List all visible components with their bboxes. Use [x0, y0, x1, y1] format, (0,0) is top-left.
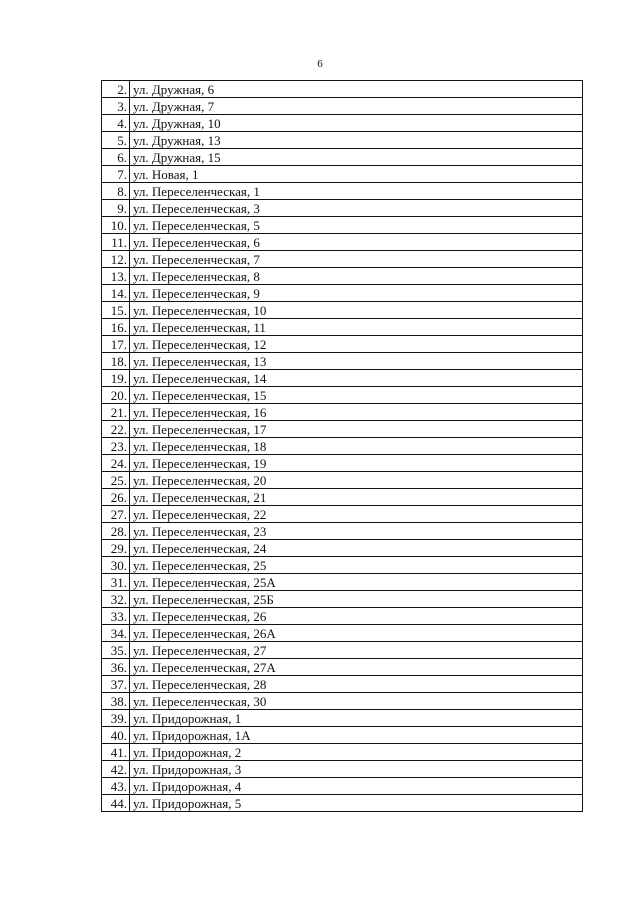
table-row: [102, 608, 583, 625]
table-row: [102, 285, 583, 302]
row-address: ул. Переселенческая, 13: [130, 353, 583, 370]
row-address: ул. Переселенческая, 21: [130, 489, 583, 506]
row-number: 9.: [102, 200, 130, 217]
row-address: ул. Переселенческая, 30: [130, 693, 583, 710]
row-number: 31.: [102, 574, 130, 591]
row-number: 35.: [102, 642, 130, 659]
row-address: ул. Переселенческая, 28: [130, 676, 583, 693]
row-number: 14.: [102, 285, 130, 302]
row-address: ул. Переселенческая, 16: [130, 404, 583, 421]
row-address: ул. Переселенческая, 11: [130, 319, 583, 336]
table-row: [102, 625, 583, 642]
row-address: ул. Переселенческая, 19: [130, 455, 583, 472]
table-row: [102, 523, 583, 540]
table-row: [102, 778, 583, 795]
row-number: 11.: [102, 234, 130, 251]
row-number: 10.: [102, 217, 130, 234]
table-row: [102, 302, 583, 319]
row-address: ул. Переселенческая, 23: [130, 523, 583, 540]
row-number: 21.: [102, 404, 130, 421]
table-row: [102, 455, 583, 472]
address-table: [101, 80, 583, 812]
table-row: [102, 591, 583, 608]
address-table-body: [102, 81, 583, 812]
row-address: ул. Придорожная, 2: [130, 744, 583, 761]
table-row: [102, 183, 583, 200]
table-row: [102, 319, 583, 336]
table-row: [102, 710, 583, 727]
row-number: 28.: [102, 523, 130, 540]
table-row: [102, 574, 583, 591]
table-row: [102, 115, 583, 132]
row-number: 13.: [102, 268, 130, 285]
row-address: ул. Переселенческая, 26: [130, 608, 583, 625]
row-address: ул. Переселенческая, 3: [130, 200, 583, 217]
row-address: ул. Переселенческая, 8: [130, 268, 583, 285]
row-address: ул. Переселенческая, 17: [130, 421, 583, 438]
row-address: ул. Переселенческая, 5: [130, 217, 583, 234]
row-address: ул. Переселенческая, 7: [130, 251, 583, 268]
row-number: 3.: [102, 98, 130, 115]
row-address: ул. Переселенческая, 1: [130, 183, 583, 200]
row-address: ул. Переселенческая, 10: [130, 302, 583, 319]
row-number: 12.: [102, 251, 130, 268]
row-address: ул. Переселенческая, 25: [130, 557, 583, 574]
row-number: 38.: [102, 693, 130, 710]
row-number: 33.: [102, 608, 130, 625]
row-address: ул. Придорожная, 5: [130, 795, 583, 812]
table-row: [102, 387, 583, 404]
row-address: ул. Переселенческая, 20: [130, 472, 583, 489]
row-number: 37.: [102, 676, 130, 693]
row-number: 42.: [102, 761, 130, 778]
table-row: [102, 472, 583, 489]
row-number: 29.: [102, 540, 130, 557]
row-address: ул. Дружная, 6: [130, 81, 583, 98]
row-address: ул. Придорожная, 3: [130, 761, 583, 778]
row-address: ул. Переселенческая, 22: [130, 506, 583, 523]
table-row: [102, 166, 583, 183]
row-number: 22.: [102, 421, 130, 438]
row-number: 19.: [102, 370, 130, 387]
row-address: ул. Переселенческая, 14: [130, 370, 583, 387]
row-number: 17.: [102, 336, 130, 353]
row-number: 7.: [102, 166, 130, 183]
table-row: [102, 234, 583, 251]
row-address: ул. Переселенческая, 27А: [130, 659, 583, 676]
table-row: [102, 336, 583, 353]
row-number: 34.: [102, 625, 130, 642]
row-number: 8.: [102, 183, 130, 200]
table-row: [102, 642, 583, 659]
table-row: [102, 659, 583, 676]
row-address: ул. Переселенческая, 9: [130, 285, 583, 302]
table-row: [102, 370, 583, 387]
table-row: [102, 132, 583, 149]
table-row: [102, 81, 583, 98]
row-address: ул. Придорожная, 1А: [130, 727, 583, 744]
row-number: 40.: [102, 727, 130, 744]
row-number: 26.: [102, 489, 130, 506]
row-number: 23.: [102, 438, 130, 455]
row-number: 6.: [102, 149, 130, 166]
row-address: ул. Переселенческая, 25Б: [130, 591, 583, 608]
row-address: ул. Переселенческая, 24: [130, 540, 583, 557]
table-row: [102, 676, 583, 693]
row-number: 44.: [102, 795, 130, 812]
row-number: 32.: [102, 591, 130, 608]
table-row: [102, 506, 583, 523]
table-row: [102, 557, 583, 574]
row-address: ул. Новая, 1: [130, 166, 583, 183]
table-row: [102, 268, 583, 285]
table-row: [102, 251, 583, 268]
table-row: [102, 693, 583, 710]
row-number: 20.: [102, 387, 130, 404]
row-address: ул. Дружная, 15: [130, 149, 583, 166]
table-row: [102, 727, 583, 744]
table-row: [102, 404, 583, 421]
row-address: ул. Переселенческая, 12: [130, 336, 583, 353]
row-number: 15.: [102, 302, 130, 319]
row-number: 43.: [102, 778, 130, 795]
row-number: 30.: [102, 557, 130, 574]
row-address: ул. Переселенческая, 6: [130, 234, 583, 251]
table-row: [102, 421, 583, 438]
row-number: 2.: [102, 81, 130, 98]
row-number: 36.: [102, 659, 130, 676]
row-address: ул. Дружная, 10: [130, 115, 583, 132]
row-address: ул. Переселенческая, 26А: [130, 625, 583, 642]
row-address: ул. Переселенческая, 15: [130, 387, 583, 404]
row-address: ул. Переселенческая, 27: [130, 642, 583, 659]
row-address: ул. Придорожная, 4: [130, 778, 583, 795]
table-row: [102, 149, 583, 166]
row-address: ул. Дружная, 7: [130, 98, 583, 115]
table-row: [102, 744, 583, 761]
table-row: [102, 795, 583, 812]
table-row: [102, 353, 583, 370]
row-number: 4.: [102, 115, 130, 132]
row-address: ул. Переселенческая, 25А: [130, 574, 583, 591]
table-row: [102, 438, 583, 455]
row-address: ул. Придорожная, 1: [130, 710, 583, 727]
row-number: 18.: [102, 353, 130, 370]
table-row: [102, 540, 583, 557]
table-row: [102, 98, 583, 115]
table-row: [102, 217, 583, 234]
page-number: 6: [317, 58, 323, 70]
table-row: [102, 761, 583, 778]
row-number: 5.: [102, 132, 130, 149]
row-number: 25.: [102, 472, 130, 489]
row-number: 27.: [102, 506, 130, 523]
row-address: ул. Дружная, 13: [130, 132, 583, 149]
row-number: 16.: [102, 319, 130, 336]
row-number: 41.: [102, 744, 130, 761]
table-row: [102, 489, 583, 506]
row-number: 39.: [102, 710, 130, 727]
table-row: [102, 200, 583, 217]
row-address: ул. Переселенческая, 18: [130, 438, 583, 455]
row-number: 24.: [102, 455, 130, 472]
